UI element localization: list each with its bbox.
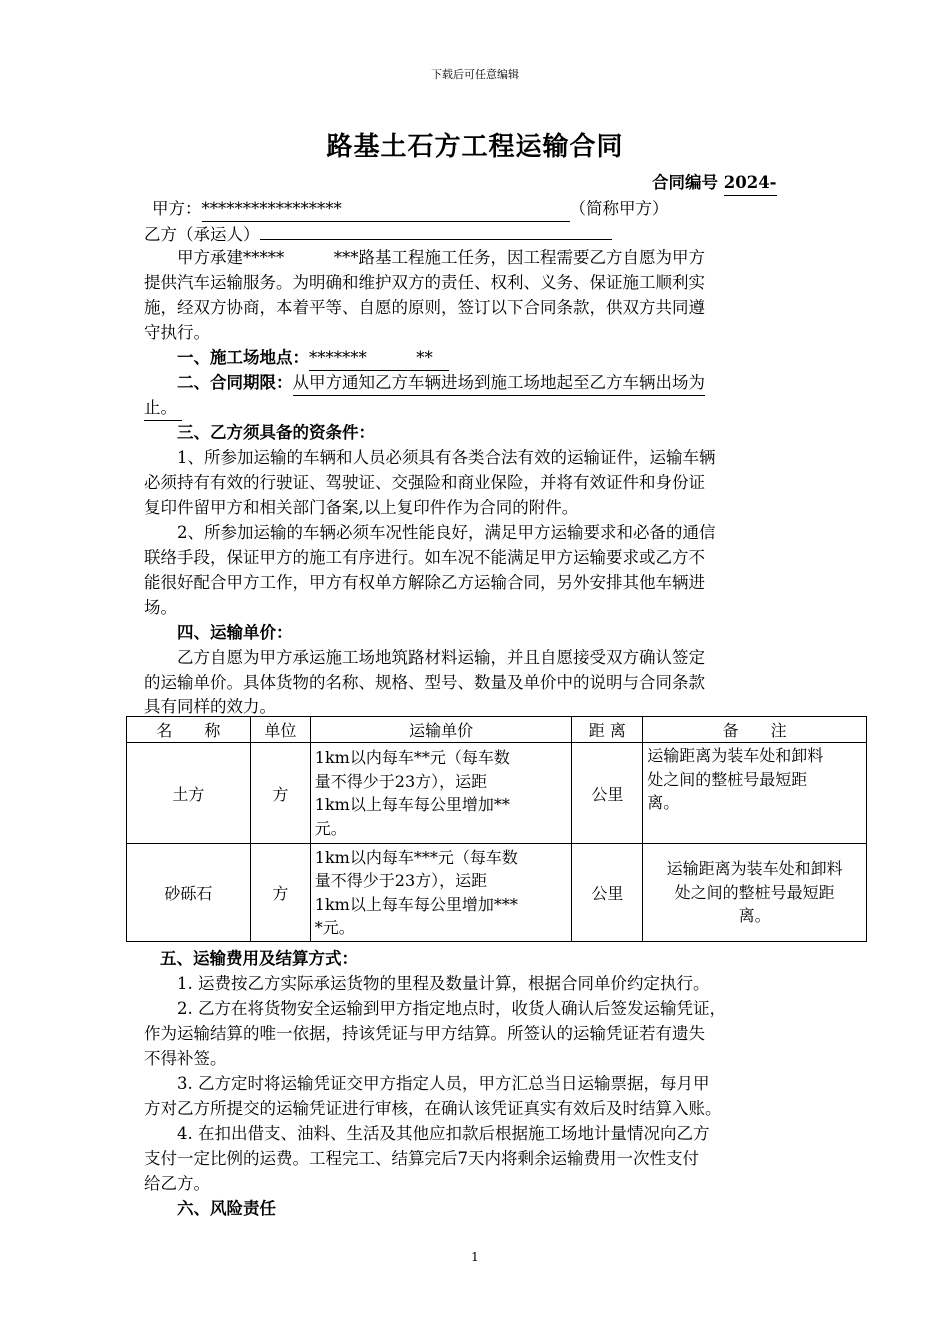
note-line: 离。	[647, 793, 680, 812]
section-4-line: 乙方自愿为甲方承运施工场地筑路材料运输，并且自愿接受双方确认签定	[177, 648, 705, 667]
price-line: 量不得少于23方），运距	[314, 771, 488, 791]
section-1-heading: 一、施工场地点：	[177, 348, 309, 367]
price-line: 1km以内每车**元（每车数	[314, 748, 510, 767]
section-4-line: 的运输单价。具体货物的名称、规格、型号、数量及单价中的说明与合同条款	[144, 673, 705, 692]
note-line: 处之间的整桩号最短距	[647, 769, 808, 789]
section-3-line: 复印件留甲方和相关部门备案,以上复印件作为合同的附件。	[144, 498, 579, 517]
section-5-line: 方对乙方所提交的运输凭证进行审核，在确认该凭证真实有效后及时结算入账。	[144, 1099, 722, 1118]
contract-number-label: 合同编号	[652, 173, 718, 192]
table-header: 名 称	[127, 717, 251, 743]
section-3-line: 能很好配合甲方工作，甲方有权单方解除乙方运输合同，另外安排其他车辆进	[144, 573, 705, 592]
party-a-value: *****************	[202, 196, 570, 222]
price-line: 1km以内每车***元（每车数	[314, 847, 518, 867]
document-title: 路基土石方工程运输合同	[326, 132, 624, 162]
price-line: 元。	[314, 818, 347, 838]
section-5-line: 4. 在扣出借支、油料、生活及其他应扣款后根据施工场地计量情况向乙方	[177, 1124, 710, 1143]
party-a-line	[152, 196, 669, 222]
cell-unit: 方	[250, 844, 310, 942]
section-5-heading: 五、运输费用及结算方式：	[160, 949, 358, 968]
party-a-suffix: （简称甲方）	[569, 199, 669, 218]
section-2-heading: 二、合同期限：	[177, 373, 293, 392]
section-2-value: 从甲方通知乙方车辆进场到施工场地起至乙方车辆出场为	[293, 370, 706, 396]
note-line: 运输距离为装车处和卸料	[647, 746, 824, 765]
cell-unit: 方	[250, 743, 310, 844]
table-row	[127, 844, 867, 942]
party-b-line	[144, 221, 612, 247]
cell-price	[310, 743, 572, 844]
section-1	[177, 345, 449, 371]
section-3-line: 2、所参加运输的车辆必须车况性能良好，满足甲方运输要求和必备的通信	[177, 523, 716, 542]
section-3-line: 场。	[144, 598, 177, 617]
cell-name: 土方	[127, 743, 251, 844]
cell-note	[643, 844, 867, 942]
intro-line: 守执行。	[144, 323, 210, 342]
section-4-heading: 四、运输单价：	[177, 623, 293, 642]
section-3-line: 联络手段，保证甲方的施工有序进行。如车况不能满足甲方运输要求或乙方不	[144, 548, 705, 567]
price-line: 1km以上每车每公里增加**	[314, 795, 510, 814]
table-header: 距 离	[572, 717, 643, 743]
cell-note	[643, 743, 867, 844]
section-5-line: 支付一定比例的运费。工程完工、结算完后7天内将剩余运输费用一次性支付	[144, 1149, 699, 1168]
table-header: 单位	[250, 717, 310, 743]
intro-line: 提供汽车运输服务。为明确和维护双方的责任、权利、义务、保证施工顺利实	[144, 273, 705, 292]
price-line: *元。	[314, 918, 355, 937]
cell-price	[310, 844, 572, 942]
section-5-line: 3. 乙方定时将运输凭证交甲方指定人员，甲方汇总当日运输票据，每月甲	[177, 1074, 710, 1093]
section-6-heading: 六、风险责任	[177, 1199, 276, 1218]
section-3-line: 必须持有有效的行驶证、驾驶证、交强险和商业保险，并将有效证件和身份证	[144, 473, 705, 492]
party-b-blank	[260, 221, 612, 240]
table-header-row	[127, 717, 867, 743]
price-line: 1km以上每车每公里增加***	[314, 894, 518, 914]
price-line: 量不得少于23方），运距	[314, 871, 488, 890]
section-5-line: 2. 乙方在将货物安全运输到甲方指定地点时，收货人确认后签发运输凭证，	[177, 999, 726, 1018]
contract-number-value: 2024-	[724, 170, 777, 196]
section-3-line: 1、所参加运输的车辆和人员必须具有各类合法有效的运输证件，运输车辆	[177, 448, 716, 467]
section-5-line: 作为运输结算的唯一依据，持该凭证与甲方结算。所签认的运输凭证若有遗失	[144, 1024, 705, 1043]
cell-distance: 公里	[572, 743, 643, 844]
table-row	[127, 743, 867, 844]
table-header: 运输单价	[310, 717, 572, 743]
intro-line: 甲方承建***** ***路基工程施工任务，因工程需要乙方自愿为甲方	[177, 248, 705, 267]
section-4-line: 具有同样的效力。	[144, 697, 276, 716]
contract-number	[652, 170, 777, 196]
cell-distance: 公里	[572, 844, 643, 942]
note-line: 处之间的整桩号最短距	[674, 882, 835, 902]
table-header: 备 注	[643, 717, 867, 743]
note-line: 离。	[738, 906, 771, 926]
section-3-heading: 三、乙方须具备的资条件：	[177, 423, 375, 442]
section-2-cont	[144, 395, 182, 421]
section-1-value: ******* **	[309, 345, 449, 371]
header-note: 下载后可任意编辑	[431, 68, 519, 81]
intro-line: 施，经双方协商，本着平等、自愿的原则，签订以下合同条款，供双方共同遵	[144, 298, 705, 317]
page-number: 1	[471, 1250, 479, 1264]
party-a-label: 甲方：	[152, 199, 202, 218]
section-2-value-cont: 止。	[144, 395, 182, 421]
section-5-line: 1. 运费按乙方实际承运货物的里程及数量计算，根据合同单价约定执行。	[177, 974, 710, 993]
note-line: 运输距离为装车处和卸料	[666, 859, 843, 879]
section-5-line: 给乙方。	[144, 1174, 210, 1193]
party-b-label: 乙方（承运人）	[144, 225, 260, 244]
section-5-line: 不得补签。	[144, 1049, 227, 1068]
price-table	[126, 716, 867, 942]
cell-name: 砂砾石	[127, 844, 251, 942]
section-2	[177, 370, 705, 396]
